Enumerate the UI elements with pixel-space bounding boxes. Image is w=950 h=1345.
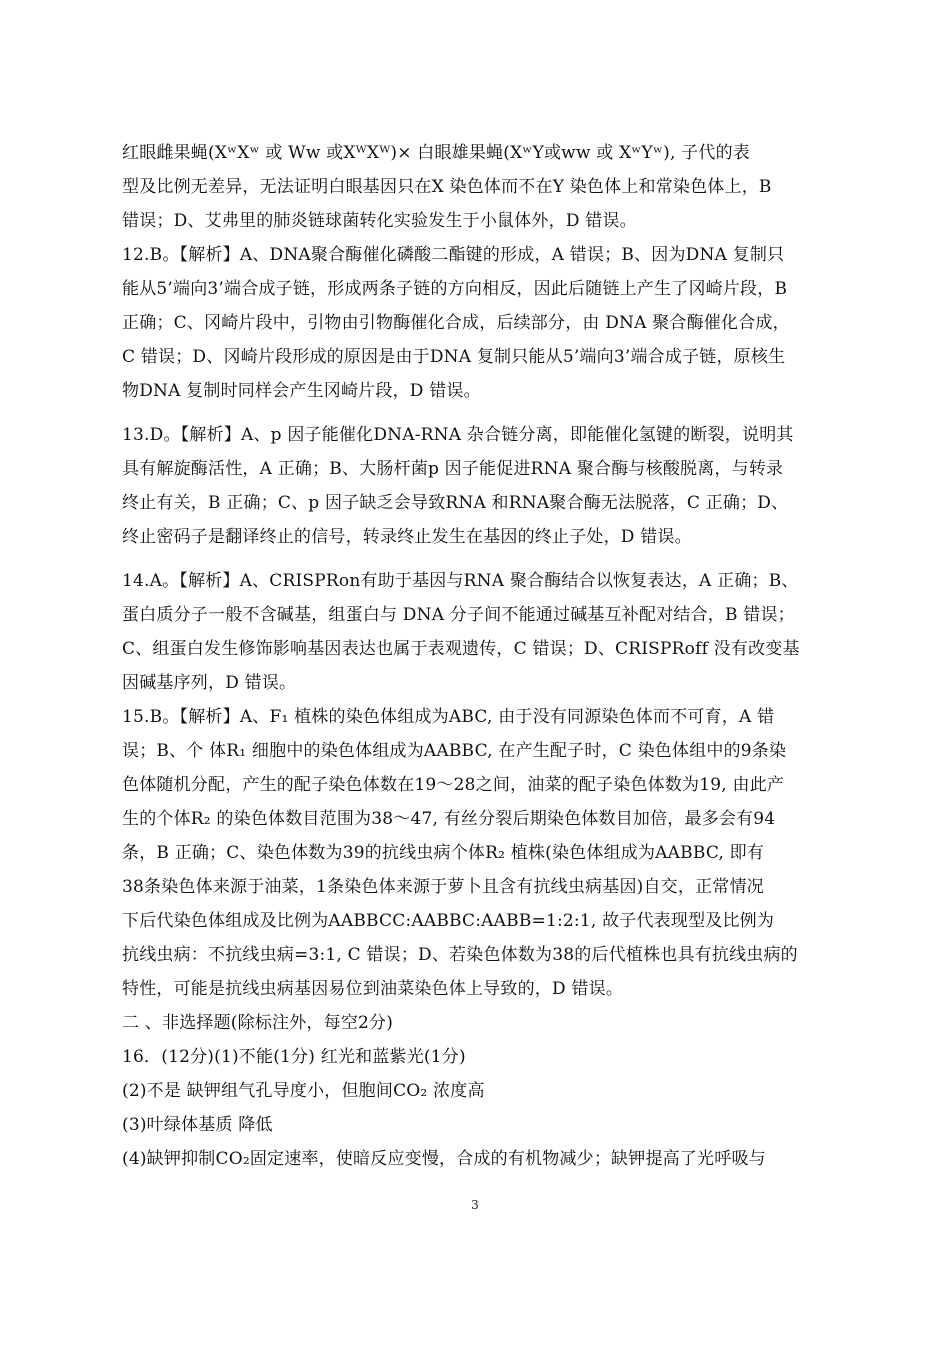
text-line: 因碱基序列，D 错误。	[122, 673, 297, 693]
text-line: 生的个体R₂ 的染色体数目范围为38～47, 有丝分裂后期染色体数目加倍，最多会有94	[122, 809, 776, 829]
text-line: (2)不是 缺钾组气孔导度小，但胞间CO₂ 浓度高	[122, 1081, 485, 1101]
text-line: 38条染色体来源于油菜，1条染色体来源于萝卜且含有抗线虫病基因)自交，正常情况	[122, 877, 764, 897]
text-line: 正确；C、冈崎片段中，引物由引物酶催化合成，后续部分，由 DNA 聚合酶催化合成，	[122, 313, 790, 333]
text-line: 条，B 正确；C、染色体数为39的抗线虫病个体R₂ 植株(染色体组成为AABBC, 即有	[122, 843, 765, 863]
text-line: (4)缺钾抑制CO₂固定速率，使暗反应变慢，合成的有机物减少；缺钾提高了光呼吸与	[122, 1149, 766, 1169]
text-line: 误；B、个 体R₁ 细胞中的染色体组成为AABBC, 在产生配子时，C 染色体组中的9条染	[122, 741, 787, 761]
text-line: 具有解旋酶活性，A 正确；B、大肠杆菌p 因子能促进RNA 聚合酶与核酸脱离，与转录	[122, 459, 784, 479]
text-line: 型及比例无差异，无法证明白眼基因只在X 染色体而不在Y 染色体上和常染色体上，B	[122, 177, 772, 197]
text-line: C、组蛋白发生修饰影响基因表达也属于表观遗传，C 错误；D、CRISPRoff 没有改变基	[122, 639, 800, 659]
text-line: 错误；D、艾弗里的肺炎链球菌转化实验发生于小鼠体外，D 错误。	[122, 211, 637, 231]
text-line: 蛋白质分子一般不含碱基，组蛋白与 DNA 分子间不能通过碱基互补配对结合，B 错误；	[122, 605, 795, 625]
text-line: 抗线虫病：不抗线虫病=3:1, C 错误；D、若染色体数为38的后代植株也具有抗线虫病的	[122, 945, 798, 965]
text-line: 16．(12分)(1)不能(1分) 红光和蓝紫光(1分)	[122, 1047, 466, 1067]
text-line: 15.B。【解析】A、F₁ 植株的染色体组成为ABC, 由于没有同源染色体而不可育，A 错	[122, 707, 775, 727]
text-line: 特性，可能是抗线虫病基因易位到油菜染色体上导致的，D 错误。	[122, 979, 624, 999]
text-line: 下后代染色体组成及比例为AABBCC:AABBC:AABB=1:2:1, 故子代表现型及比例为	[122, 911, 775, 931]
answer-text	[122, 136, 830, 1176]
text-line: 14.A。【解析】A、CRISPRon有助于基因与RNA 聚合酶结合以恢复表达，A 正确；B、	[122, 571, 799, 591]
page-number: 3	[471, 1198, 479, 1212]
text-line: 红眼雌果蝇(XʷXʷ 或 Ww 或XᵂXᵂ)× 白眼雄果蝇(XʷY或ww 或 XʷYʷ), 子代的表	[122, 143, 750, 163]
text-line: 13.D。【解析】A、p 因子能催化DNA-RNA 杂合链分离，即能催化氢键的断裂，说明其	[122, 425, 794, 445]
text-line: C 错误；D、冈崎片段形成的原因是由于DNA 复制只能从5’端向3’端合成子链，原核生	[122, 347, 786, 367]
text-line: 物DNA 复制时同样会产生冈崎片段，D 错误。	[122, 381, 481, 401]
section-heading: 二 、非选择题(除标注外，每空2分)	[122, 1013, 394, 1033]
text-line: 终止密码子是翻译终止的信号，转录终止发生在基因的终止子处，D 错误。	[122, 527, 692, 547]
text-line: 色体随机分配，产生的配子染色体数在19～28之间，油菜的配子染色体数为19, 由此产	[122, 775, 785, 795]
text-line: 终止有关，B 正确；C、p 因子缺乏会导致RNA 和RNA聚合酶无法脱落，C 正确；D、	[122, 493, 789, 513]
text-line: 能从5’端向3’端合成子链，形成两条子链的方向相反，因此后随链上产生了冈崎片段，B	[122, 279, 788, 299]
text-line: 12.B。【解析】A、DNA聚合酶催化磷酸二酯键的形成，A 错误；B、因为DNA 复制只	[122, 245, 785, 265]
text-line: (3)叶绿体基质 降低	[122, 1115, 273, 1135]
